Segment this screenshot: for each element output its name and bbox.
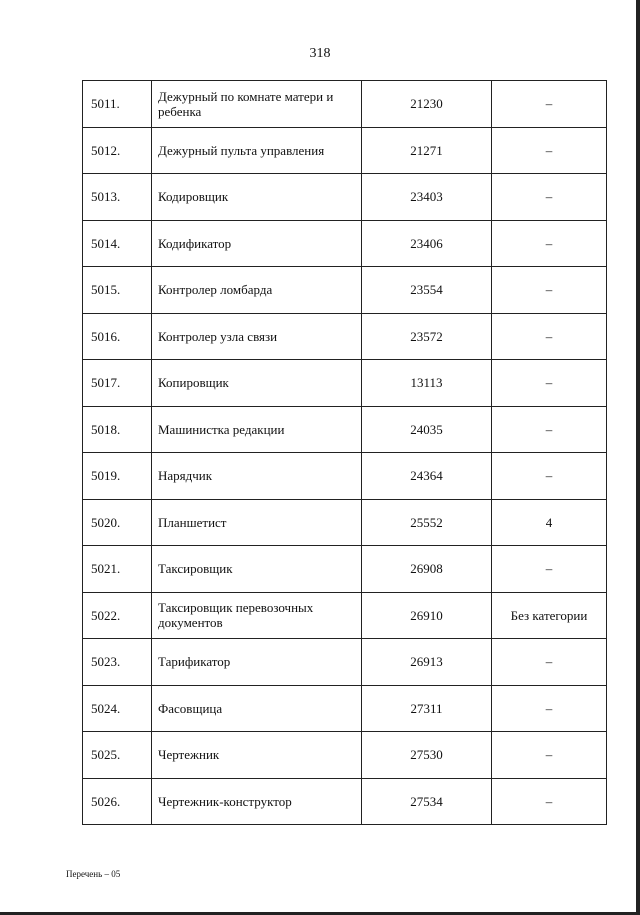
category: – xyxy=(492,313,607,360)
row-number: 5025. xyxy=(83,732,152,779)
profession-code: 23572 xyxy=(362,313,492,360)
table-row xyxy=(83,81,607,128)
row-number: 5011. xyxy=(83,81,152,128)
table-row xyxy=(83,778,607,825)
table-row xyxy=(83,453,607,500)
profession-code: 23403 xyxy=(362,174,492,221)
table-row xyxy=(83,732,607,779)
table-row xyxy=(83,639,607,686)
table-row xyxy=(83,313,607,360)
table-row xyxy=(83,592,607,639)
row-number: 5013. xyxy=(83,174,152,221)
category: – xyxy=(492,778,607,825)
row-number: 5012. xyxy=(83,127,152,174)
table-row xyxy=(83,267,607,314)
category: – xyxy=(492,127,607,174)
table-row xyxy=(83,220,607,267)
row-number: 5017. xyxy=(83,360,152,407)
profession-name: Таксировщик перевозочных документов xyxy=(152,592,362,639)
category: – xyxy=(492,546,607,593)
category: – xyxy=(492,81,607,128)
footer-note: Перечень – 05 xyxy=(66,869,121,879)
profession-name: Чертежник-конструктор xyxy=(152,778,362,825)
profession-name: Дежурный пульта управления xyxy=(152,127,362,174)
category: – xyxy=(492,220,607,267)
row-number: 5021. xyxy=(83,546,152,593)
category: – xyxy=(492,685,607,732)
profession-table xyxy=(82,80,607,825)
category: – xyxy=(492,360,607,407)
table-row xyxy=(83,499,607,546)
page-number: 318 xyxy=(309,46,331,61)
row-number: 5024. xyxy=(83,685,152,732)
row-number: 5015. xyxy=(83,267,152,314)
category: – xyxy=(492,267,607,314)
profession-name: Копировщик xyxy=(152,360,362,407)
table-row xyxy=(83,360,607,407)
profession-code: 26908 xyxy=(362,546,492,593)
profession-code: 27530 xyxy=(362,732,492,779)
profession-code: 23406 xyxy=(362,220,492,267)
profession-name: Кодификатор xyxy=(152,220,362,267)
row-number: 5022. xyxy=(83,592,152,639)
profession-name: Контролер узла связи xyxy=(152,313,362,360)
category: – xyxy=(492,639,607,686)
category: – xyxy=(492,732,607,779)
table-row xyxy=(83,406,607,453)
category: – xyxy=(492,453,607,500)
category: – xyxy=(492,174,607,221)
profession-name: Чертежник xyxy=(152,732,362,779)
scan-edge-right xyxy=(636,0,640,915)
category: – xyxy=(492,406,607,453)
profession-code: 13113 xyxy=(362,360,492,407)
category: 4 xyxy=(492,499,607,546)
row-number: 5016. xyxy=(83,313,152,360)
profession-name: Фасовщица xyxy=(152,685,362,732)
profession-name: Таксировщик xyxy=(152,546,362,593)
profession-code: 26913 xyxy=(362,639,492,686)
profession-code: 21230 xyxy=(362,81,492,128)
row-number: 5018. xyxy=(83,406,152,453)
row-number: 5019. xyxy=(83,453,152,500)
profession-name: Планшетист xyxy=(152,499,362,546)
profession-name: Тарификатор xyxy=(152,639,362,686)
table-row xyxy=(83,174,607,221)
row-number: 5020. xyxy=(83,499,152,546)
profession-name: Дежурный по комнате матери и ребенка xyxy=(152,81,362,128)
table-row xyxy=(83,127,607,174)
profession-name: Контролер ломбарда xyxy=(152,267,362,314)
profession-code: 24364 xyxy=(362,453,492,500)
profession-code: 25552 xyxy=(362,499,492,546)
row-number: 5023. xyxy=(83,639,152,686)
table-row xyxy=(83,685,607,732)
profession-code: 27311 xyxy=(362,685,492,732)
table-row xyxy=(83,546,607,593)
row-number: 5026. xyxy=(83,778,152,825)
row-number: 5014. xyxy=(83,220,152,267)
category: Без категории xyxy=(492,592,607,639)
profession-code: 26910 xyxy=(362,592,492,639)
profession-code: 23554 xyxy=(362,267,492,314)
profession-code: 21271 xyxy=(362,127,492,174)
profession-name: Кодировщик xyxy=(152,174,362,221)
profession-code: 27534 xyxy=(362,778,492,825)
profession-name: Машинистка редакции xyxy=(152,406,362,453)
profession-name: Нарядчик xyxy=(152,453,362,500)
table-body xyxy=(83,81,607,825)
profession-code: 24035 xyxy=(362,406,492,453)
